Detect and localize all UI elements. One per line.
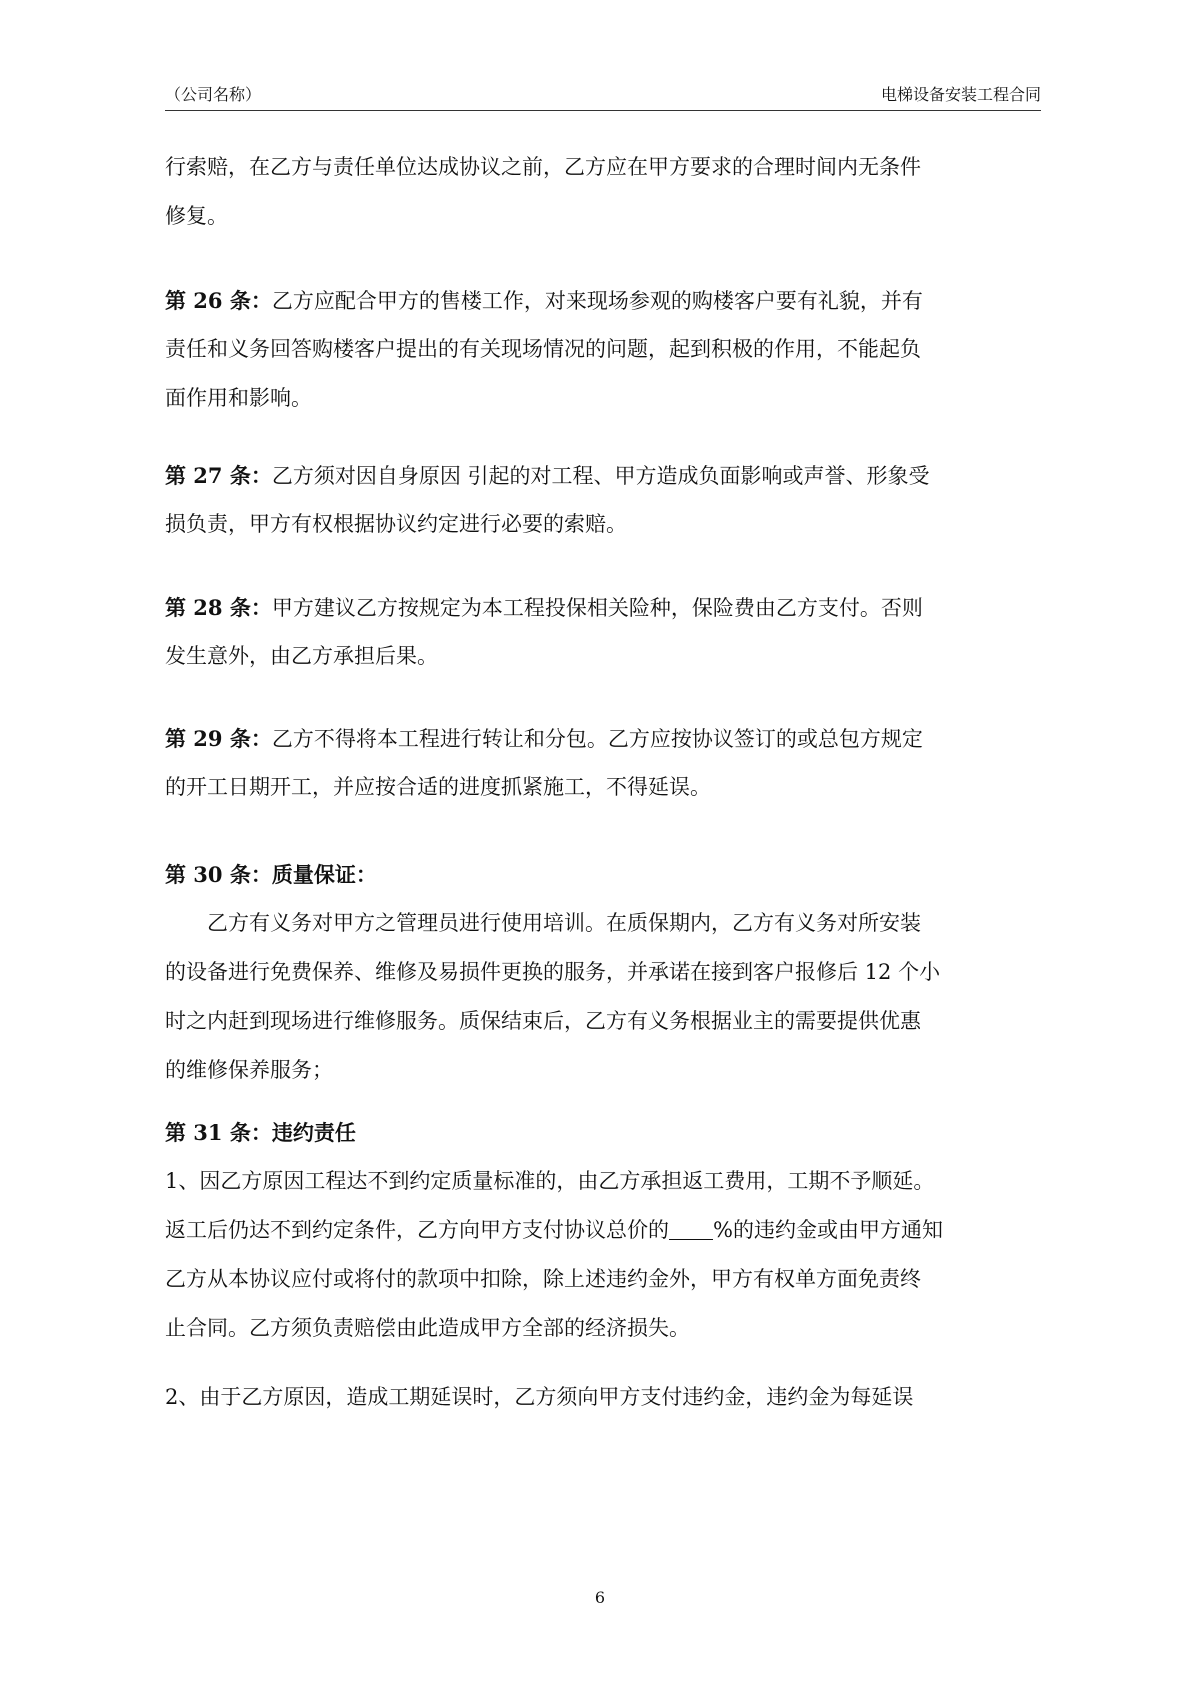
article-30 [165, 850, 1045, 1095]
text-line: %的违约金或由甲方通知 [713, 1218, 943, 1242]
page-number: 6 [594, 1588, 606, 1607]
text-line: 乙方须对因自身原因 引起的对工程、甲方造成负面影响或声誉、形象受 [271, 464, 930, 488]
header-contract-title: 电梯设备安装工程合同 [880, 85, 1041, 104]
article-label: 第 29 条： [165, 726, 272, 751]
article-28 [165, 583, 1045, 681]
article-31 [165, 1108, 1045, 1353]
text-line: 修复。 [165, 204, 228, 228]
text-line: 发生意外，由乙方承担后果。 [165, 644, 438, 668]
article-26 [165, 276, 1045, 423]
text-line: 行索赔，在乙方与责任单位达成协议之前，乙方应在甲方要求的合理时间内无条件 [165, 155, 921, 179]
text-line: 面作用和影响。 [165, 386, 312, 410]
text-line: 返工后仍达不到约定条件，乙方向甲方支付协议总价的 [165, 1218, 669, 1242]
article-label: 第 27 条： [165, 463, 272, 488]
text-line: 1、因乙方原因工程达不到约定质量标准的，由乙方承担返工费用，工期不予顺延。 [165, 1169, 935, 1193]
paragraph-intro [165, 143, 1045, 241]
text-line: 损负责，甲方有权根据协议约定进行必要的索赔。 [165, 512, 627, 536]
article-27 [165, 451, 1045, 549]
text-line: 乙方不得将本工程进行转让和分包。乙方应按协议签订的或总包方规定 [271, 727, 923, 751]
text-line: 乙方从本协议应付或将付的款项中扣除，除上述违约金外，甲方有权单方面免责终 [165, 1267, 921, 1291]
text-line: 的维修保养服务； [165, 1058, 333, 1082]
text-line: 甲方建议乙方按规定为本工程投保相关险种，保险费由乙方支付。否则 [271, 596, 923, 620]
text-line: 的开工日期开工，并应按合适的进度抓紧施工，不得延误。 [165, 775, 711, 799]
text-line: 时之内赶到现场进行维修服务。质保结束后，乙方有义务根据业主的需要提供优惠 [165, 1009, 921, 1033]
text-line: 的设备进行免费保养、维修及易损件更换的服务，并承诺在接到客户报修后 12 个小 [165, 960, 941, 984]
text-line: 乙方有义务对甲方之管理员进行使用培训。在质保期内，乙方有义务对所安装 [207, 911, 921, 935]
header-company-name: （公司名称） [165, 85, 262, 104]
article-29 [165, 714, 1045, 812]
fill-in-blank [669, 1219, 713, 1240]
text-line: 2、由于乙方原因，造成工期延误时，乙方须向甲方支付违约金，违约金为每延误 [165, 1385, 914, 1409]
article-label: 第 26 条： [165, 288, 272, 313]
article-label: 第 30 条：质量保证： [165, 862, 377, 887]
page-header [165, 84, 1041, 111]
article-31-item-2 [165, 1373, 1045, 1422]
article-label: 第 31 条：违约责任 [165, 1120, 356, 1145]
text-line: 止合同。乙方须负责赔偿由此造成甲方全部的经济损失。 [165, 1316, 690, 1340]
text-line: 乙方应配合甲方的售楼工作，对来现场参观的购楼客户要有礼貌，并有 [271, 289, 923, 313]
article-label: 第 28 条： [165, 595, 272, 620]
text-line: 责任和义务回答购楼客户提出的有关现场情况的问题，起到积极的作用，不能起负 [165, 337, 921, 361]
